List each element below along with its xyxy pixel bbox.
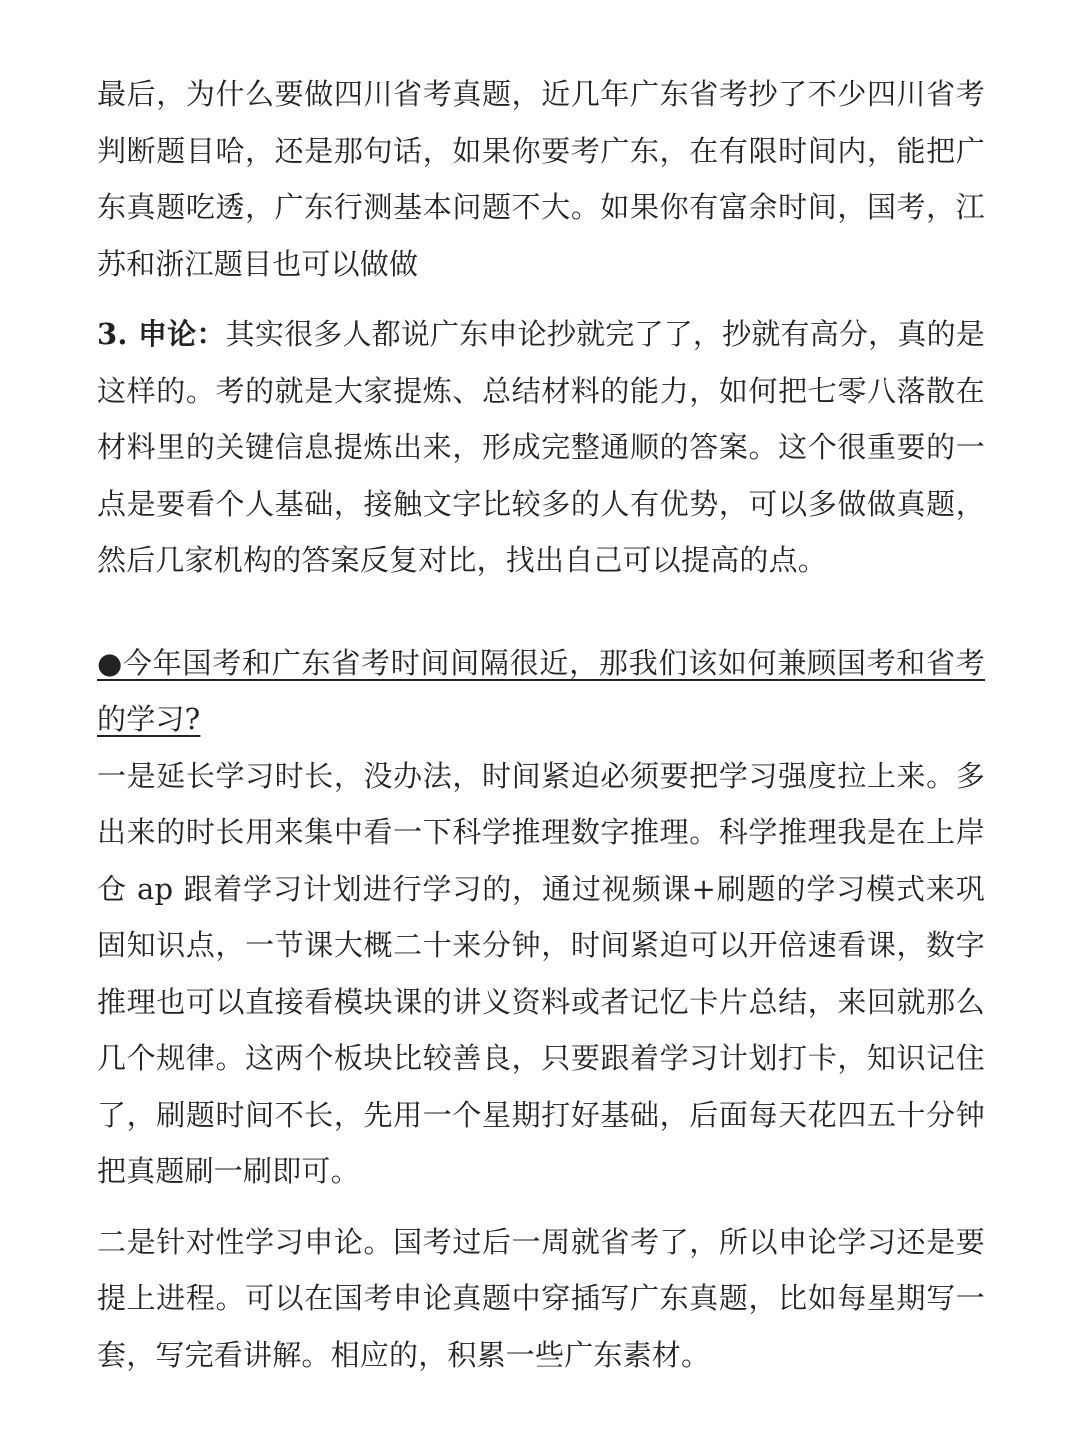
paragraph-extend-study-time: 一是延长学习时长，没办法，时间紧迫必须要把学习强度拉上来。多出来的时长用来集中看一下科学推理数字推理。科学推理我是在上岸仓 ap 跟着学习计划进行学习的，通过视频课+刷题的学习模式来巩固知识点，一节课大概二十来分钟，时间紧迫可以开倍速看课，数字推理也可以直接看模块课的讲义资料或者记忆卡片总结，来回就那么几个规律。这两个板块比较善良，只要跟着学习计划打卡，知识记住了，刷题时间不长，先用一个星期打好基础，后面每天花四五十分钟把真题刷一刷即可。: [97, 758, 985, 1188]
article-body: [97, 66, 985, 1383]
section-question-heading: ●今年国考和广东省考时间间隔很近，那我们该如何兼顾国考和省考的学习?: [97, 645, 985, 736]
paragraph-sichuan-exam: 最后，为什么要做四川省考真题，近几年广东省考抄了不少四川省考判断题目哈，还是那句话，如果你要考广东，在有限时间内，能把广东真题吃透，广东行测基本问题不大。如果你有富余时间，国考，江苏和浙江题目也可以做做: [97, 77, 985, 281]
shenlun-text: 其实很多人都说广东申论抄就完了了，抄就有高分，真的是这样的。考的就是大家提炼、总结材料的能力，如何把七零八落散在材料里的关键信息提炼出来，形成完整通顺的答案。这个很重要的一点是要看个人基础，接触文字比较多的人有优势，可以多做做真题，然后几家机构的答案反复对比，找出自己可以提高的点。: [97, 317, 985, 577]
paragraph-targeted-shenlun: 二是针对性学习申论。国考过后一周就省考了，所以申论学习还是要提上进程。可以在国考申论真题中穿插写广东真题，比如每星期写一套，写完看讲解。相应的，积累一些广东素材。: [97, 1224, 985, 1372]
shenlun-label: 3. 申论：: [97, 317, 226, 351]
paragraph-shenlun: [97, 306, 985, 589]
